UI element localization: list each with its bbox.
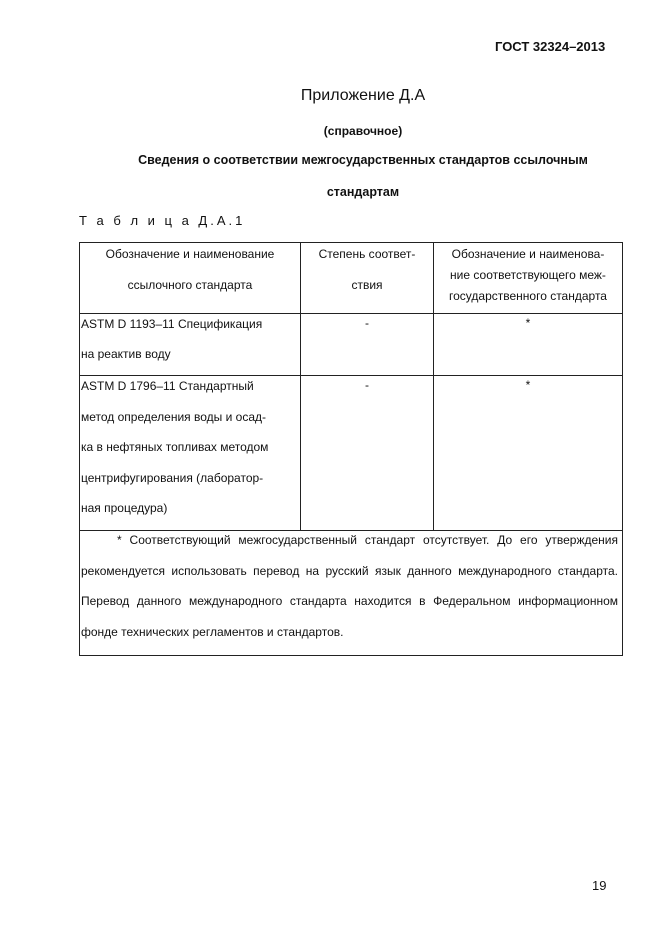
reference-line: ка в нефтяных топливах методом bbox=[81, 440, 269, 454]
reference-line: ASTM D 1796–11 Стандартный bbox=[81, 379, 254, 393]
header-line: Обозначение и наименова- bbox=[451, 247, 605, 261]
reference-line: метод определения воды и осад- bbox=[81, 409, 266, 424]
table-row-2-reference bbox=[81, 371, 299, 524]
table-row-1-reference bbox=[81, 309, 299, 369]
header-line: ссылочного стандарта bbox=[127, 278, 253, 292]
footnote-text: * Соответствующий межгосударственный стандарт отсутствует. До его утверждения рекомендуется использовать перевод на русский язык данного международного стандарта. Перевод данного международного стандарта находится в Федеральном информационном фонде технических регламентов и стандартов. bbox=[81, 533, 618, 639]
table-label: Т а б л и ц а Д.А.1 bbox=[79, 213, 246, 228]
table-row-1-degree: - bbox=[365, 316, 369, 330]
reference-line: ASTM D 1193–11 Спецификация bbox=[81, 317, 263, 331]
annex-type: (справочное) bbox=[323, 124, 403, 138]
annex-title: Приложение Д.А bbox=[300, 87, 426, 104]
header-line: государственного стандарта bbox=[449, 289, 607, 303]
reference-line: ная процедура) bbox=[81, 501, 168, 515]
column-header-reference bbox=[80, 244, 300, 295]
reference-line: на реактив воду bbox=[81, 347, 171, 361]
table-row-1-interstate: * bbox=[525, 316, 531, 330]
table-row-2-degree: - bbox=[365, 378, 369, 392]
reference-line: центрифугирования (лаборатор- bbox=[81, 470, 264, 485]
annex-heading-line-1: Сведения о соответствии межгосударственных стандартов ссылочным bbox=[138, 153, 588, 167]
annex-heading-line-2: стандартам bbox=[326, 185, 400, 199]
correspondence-table bbox=[79, 242, 623, 656]
header-line: Обозначение и наименование bbox=[105, 247, 275, 261]
column-header-interstate bbox=[434, 244, 622, 307]
document-code: ГОСТ 32324–2013 bbox=[495, 39, 606, 54]
table-footnote bbox=[81, 525, 618, 647]
header-line: ствия bbox=[351, 278, 383, 292]
page-number: 19 bbox=[592, 878, 607, 893]
column-header-degree bbox=[301, 244, 433, 295]
header-line: ние соответствующего меж- bbox=[450, 268, 606, 282]
table-row-2-interstate: * bbox=[525, 378, 531, 392]
header-line: Степень соответ- bbox=[318, 247, 416, 261]
